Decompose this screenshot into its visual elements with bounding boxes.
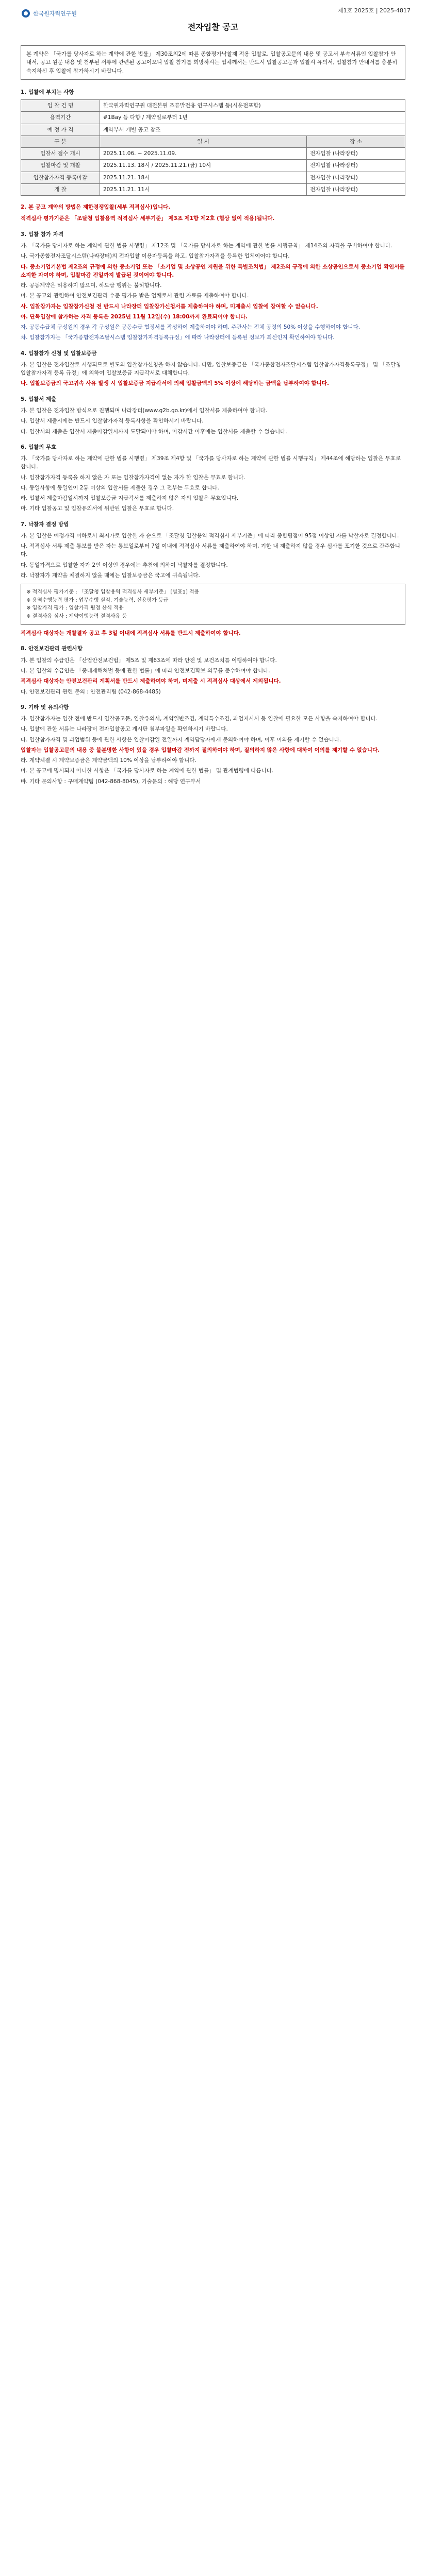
section-3-heading: 3. 입찰 참가 자격: [21, 231, 64, 238]
table-header-row: [21, 135, 405, 147]
table-cell: 전자입찰 (나라장터): [307, 160, 405, 172]
org-logo-text: 한국원자력연구원: [33, 10, 77, 17]
section-8-contact: 다. 안전보건관리 관련 문의 : 안전관리팀 (042-868-4485): [21, 688, 161, 695]
table-row: [21, 100, 405, 112]
section-7-line: 가. 본 입찰은 예정가격 이하로서 최저가로 입찰한 자 순으로 「조달청 입찰용역 적격심사 세부기준」에 따라 종합평점이 95점 이상인 자를 낙찰자로 결정합니다.: [21, 532, 399, 539]
section-3-item: 가. 「국가를 당사자로 하는 계약에 관한 법률 시행령」 제12조 및 「국가를 당사자로 하는 계약에 관한 법률 시행규칙」 제14조의 자격을 구비하여야 합니다.: [21, 242, 392, 249]
section-9-line: 가. 입찰참가자는 입찰 전에 반드시 입찰공고문, 입찰유의서, 계약일반조건, 계약특수조건, 과업지시서 등 입찰에 필요한 모든 사항을 숙지하여야 합니다.: [21, 716, 378, 722]
section-4-line: 나. 입찰보증금의 국고귀속 사유 발생 시 입찰보증금 지급각서에 의해 입찰금액의 5% 이상에 해당하는 금액을 납부하여야 합니다.: [21, 380, 329, 387]
section-3-red-item: 사. 입찰참가자는 입찰참가신청 전 반드시 나라장터 입찰참가신청서를 제출하여야 하며, 미제출시 입찰에 참여할 수 없습니다.: [21, 303, 318, 310]
section-4-heading: 4. 입찰참가 신청 및 입찰보증금: [21, 350, 97, 357]
table-header: 구 분: [21, 135, 100, 147]
section-7-line: 나. 적격심사 서류 제출 통보를 받은 자는 통보일로부터 7일 이내에 적격심사 서류를 제출하여야 하며, 기한 내 제출하지 않을 경우 심사를 포기한 것으로 간주합니다.: [21, 543, 400, 558]
page-title: 전자입찰 공고: [187, 22, 239, 32]
table-cell: 계약부서 개별 공고 참조: [100, 124, 405, 135]
document-number: 제1호 2025호 | 2025-4817: [337, 7, 411, 14]
section-9-line: 다. 입찰참가자격 및 과업범위 등에 관한 사항은 입찰마감일 전일까지 계약담당자에게 문의하여야 하며, 이후 이의를 제기할 수 없습니다.: [21, 736, 341, 743]
table-header: 장 소: [307, 135, 405, 147]
section-2-line: 적격심사 평가기준은 「조달청 입찰용역 적격심사 세부기준」 제3조 제1항 제2호 (협상 없이 적용)됩니다.: [21, 215, 275, 222]
table-cell: 2025.11.13. 18시 / 2025.11.21.(금) 10시: [100, 160, 307, 172]
section-6-line: 라. 입찰서 제출마감일시까지 입찰보증금 지급각서를 제출하지 않은 자의 입찰은 무효입니다.: [21, 495, 239, 502]
section-7-line: 다. 동일가격으로 입찰한 자가 2인 이상인 경우에는 추첨에 의하여 낙찰자를 결정합니다.: [21, 562, 228, 568]
table-row: [21, 183, 405, 195]
table-label: 입찰마감 및 개찰: [21, 160, 100, 172]
section-5-heading: 5. 입찰서 제출: [21, 396, 57, 402]
section-6-line: 다. 동일사항에 동일인이 2통 이상의 입찰서를 제출한 경우 그 전부는 무효로 합니다.: [21, 484, 219, 491]
section-8-red-line: 적격심사 대상자는 안전보건관리 계획서를 반드시 제출하여야 하며, 미제출 시 적격심사 대상에서 제외됩니다.: [21, 678, 281, 685]
table-cell: 2025.11.21. 18시: [100, 172, 307, 183]
section-9-line: 라. 계약체결 시 계약보증금은 계약금액의 10% 이상을 납부하여야 합니다.: [21, 757, 196, 764]
table-cell: 한국원자력연구원 대전본원 조류발전용 연구시스템 등(시운전포함): [100, 100, 405, 112]
table-cell: 전자입찰 (나라장터): [307, 172, 405, 183]
section-2-heading: 2. 본 공고 계약의 방법은 제한경쟁입찰(세부 적격심사)입니다.: [21, 204, 171, 211]
evaluation-criteria-box: [21, 584, 405, 625]
section-5-line: 나. 입찰서 제출시에는 반드시 입찰참가자격 등록사항을 확인하시기 바랍니다.: [21, 418, 204, 425]
criteria-line: ※ 적격심사 평가기준 : 「조달청 입찰용역 적격심사 세부기준」 [별표1] 적용: [26, 589, 200, 596]
criteria-line: ※ 용역수행능력 평가 : 업무수행 실적, 기술능력, 신용평가 등급: [26, 597, 169, 603]
section-9-line: 바. 기타 문의사항 : 구매계약팀 (042-868-8045), 기술문의 : 해당 연구부서: [21, 778, 201, 785]
section-3-item: 나. 국가종합전자조달시스템(나라장터)의 전자입찰 이용자등록을 하고, 입찰참가자격을 등록한 업체이어야 합니다.: [21, 253, 290, 260]
table-cell: 2025.11.06. ~ 2025.11.09.: [100, 148, 307, 160]
criteria-line: ※ 입찰가격 평가 : 입찰가격 평점 산식 적용: [26, 605, 124, 612]
section-3-blue-item: 자. 공동수급체 구성원의 경우 각 구성원은 공동수급 협정서를 작성하여 제출하여야 하며, 주관사는 전체 공정의 50% 이상을 수행하여야 합니다.: [21, 324, 361, 331]
section-3-item: 라. 공동계약은 허용하지 않으며, 하도급 행위는 불허합니다.: [21, 282, 162, 289]
section-9-line: 나. 입찰에 관한 서류는 나라장터 전자입찰공고 게시판 첨부파일을 확인하시기 바랍니다.: [21, 726, 228, 733]
section-5-line: 다. 입찰서의 제출은 입찰서 제출마감일시까지 도달되어야 하며, 마감시간 이후에는 입찰서를 제출할 수 없습니다.: [21, 428, 287, 435]
section-6-line: 나. 입찰참가자격 등록을 하지 않은 자 또는 입찰참가자격이 없는 자가 한 입찰은 무효로 합니다.: [21, 474, 245, 481]
table-label: 개 찰: [21, 183, 100, 195]
table-cell: 2025.11.21. 11시: [100, 183, 307, 195]
section-8-line: 나. 본 입찰의 수급인은 「중대재해처벌 등에 관한 법률」에 따라 안전보건확보 의무를 준수하여야 합니다.: [21, 668, 270, 674]
table-row: [21, 148, 405, 160]
section-5-line: 가. 본 입찰은 전자입찰 방식으로 진행되며 나라장터(www.g2b.go.kr)에서 입찰서를 제출하여야 합니다.: [21, 407, 268, 414]
table-label: 입 찰 건 명: [21, 100, 100, 112]
section-9-red-line: 입찰자는 입찰공고문의 내용 중 불분명한 사항이 있을 경우 입찰마감 전까지 질의하여야 하며, 질의하지 않은 사항에 대하여 이의를 제기할 수 없습니다.: [21, 747, 380, 753]
table-row: [21, 172, 405, 183]
table-label: 입찰참가자격 등록마감: [21, 172, 100, 183]
bid-info-table: [21, 99, 405, 196]
table-header: 일 시: [100, 135, 307, 147]
section-4-line: 가. 본 입찰은 전자입찰로 시행되므로 별도의 입찰참가신청을 하지 않습니다. 다만, 입찰보증금은 「국가종합전자조달시스템 입찰참가자격등록규정」 및 「조달청 입찰참가자격 등록 규정」에 의하여 입찰보증금 지급각서로 대체합니다.: [21, 361, 401, 377]
section-7-heading: 7. 낙찰자 결정 방법: [21, 521, 69, 528]
section-3-item: 마. 본 공고와 관련하여 안전보건관리 수준 평가를 받은 업체로서 관련 자료를 제출하여야 합니다.: [21, 293, 249, 299]
org-logo: [21, 7, 98, 20]
section-7-red-line: 적격심사 대상자는 개찰결과 공고 후 3일 이내에 적격심사 서류를 반드시 제출하여야 합니다.: [21, 630, 241, 637]
table-label: 용역기간: [21, 112, 100, 124]
table-cell: 전자입찰 (나라장터): [307, 183, 405, 195]
criteria-line: ※ 결격사유 심사 : 계약이행능력 결격사유 등: [26, 613, 127, 619]
header: [0, 0, 426, 36]
table-row: [21, 112, 405, 124]
section-9-line: 마. 본 공고에 명시되지 아니한 사항은 「국가를 당사자로 하는 계약에 관한 법률」 및 관계법령에 따릅니다.: [21, 768, 274, 774]
section-9-heading: 9. 기타 및 유의사항: [21, 704, 69, 710]
section-6-line: 가. 「국가를 당사자로 하는 계약에 관한 법률 시행령」 제39조 제4항 및 「국가를 당사자로 하는 계약에 관한 법률 시행규칙」 제44조에 해당하는 입찰은 무효로 합니다.: [21, 455, 401, 470]
table-cell: 전자입찰 (나라장터): [307, 148, 405, 160]
section-1-heading: 1. 입찰에 부치는 사항: [21, 89, 74, 95]
section-8-heading: 8. 안전보건관리 관련사항: [21, 646, 83, 652]
section-7-line: 라. 낙찰자가 계약을 체결하지 않을 때에는 입찰보증금은 국고에 귀속됩니다.: [21, 572, 200, 579]
section-3-blue-item: 차. 입찰참가자는 「국가종합전자조달시스템 입찰참가자격등록규정」에 따라 나라장터에 등록된 정보가 최신인지 확인하여야 합니다.: [21, 334, 335, 341]
table-cell: #1Bay 등 다향 / 계약일로부터 1년: [100, 112, 405, 124]
notice-body: [21, 41, 405, 788]
section-6-heading: 6. 입찰의 무효: [21, 444, 57, 450]
table-row: [21, 124, 405, 135]
section-8-line: 가. 본 입찰의 수급인은 「산업안전보건법」 제5조 및 제63조에 따라 안전 및 보건조치를 이행하여야 합니다.: [21, 657, 277, 664]
section-3-red-item: 아. 단독입찰에 참가하는 자격 등록은 2025년 11월 12일(수) 18:00까지 완료되어야 합니다.: [21, 313, 248, 320]
section-6-line: 마. 기타 입찰공고 및 입찰유의서에 위반된 입찰은 무효로 합니다.: [21, 505, 174, 512]
table-row: [21, 160, 405, 172]
table-label: 입찰서 접수 개시: [21, 148, 100, 160]
notice-box: 본 계약은 「국가를 당사자로 하는 계약에 관한 법률」 제30조의2에 따른 종합평가낙찰제 적용 입찰로, 입찰공고문의 내용 및 공고서 부속서류인 입찰참가 안내서, 공고 원문 내용 및 첨부된 서류에 관련된 공고이오니 입찰 참가를 희망하시는 업체께서는 반드시 입찰공고문과 입찰시 유의서, 입찰참가 안내서를 충분히 숙지하신 후 입찰에 참가하시기 바랍니다.: [21, 45, 405, 80]
section-3-item: 다. 중소기업기본법 제2조의 규정에 의한 중소기업 또는 「소기업 및 소상공인 지원을 위한 특별조치법」 제2조의 규정에 의한 소상공인으로서 중소기업 확인서를 소지한 자여야 하며, 입찰마감 전일까지 발급된 것이어야 합니다.: [21, 263, 405, 278]
table-label: 예 정 가 격: [21, 124, 100, 135]
